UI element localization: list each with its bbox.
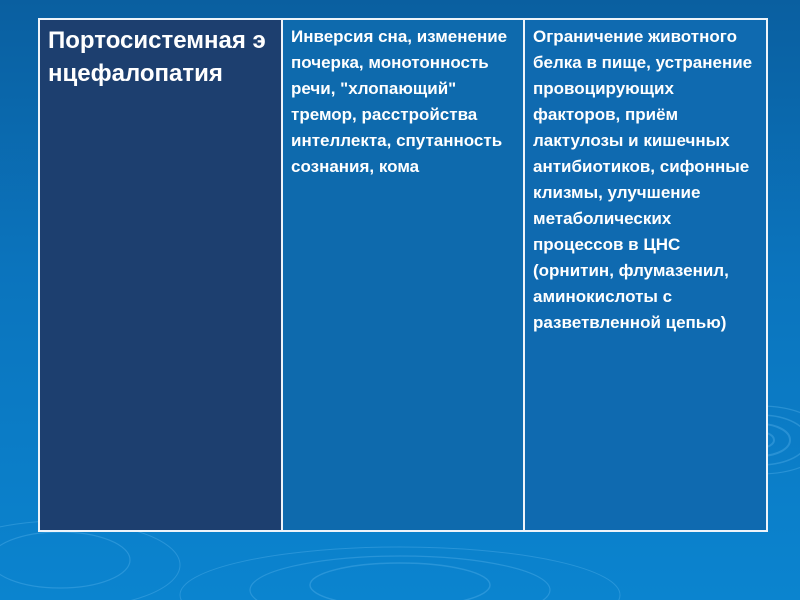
treatment-text: Ограничение животного белка в пище, устранение провоцирующих факторов, приём лактулозы и кишечных антибиотиков, сифонные клизмы, улучшение метаболических процессов в ЦНС (орнитин, флумазенил, аминокислоты с разветвленной цепью) bbox=[533, 27, 753, 332]
info-table bbox=[38, 18, 768, 532]
term-text: Портосистемная энцефалопатия bbox=[48, 27, 266, 87]
term-cell bbox=[39, 19, 282, 531]
table-row bbox=[39, 19, 767, 531]
symptoms-text: Инверсия сна, изменение почерка, монотонность речи, "хлопающий" тремор, расстройства интеллекта, спутанность сознания, кома bbox=[291, 27, 508, 176]
symptoms-cell bbox=[282, 19, 524, 531]
treatment-cell bbox=[524, 19, 767, 531]
